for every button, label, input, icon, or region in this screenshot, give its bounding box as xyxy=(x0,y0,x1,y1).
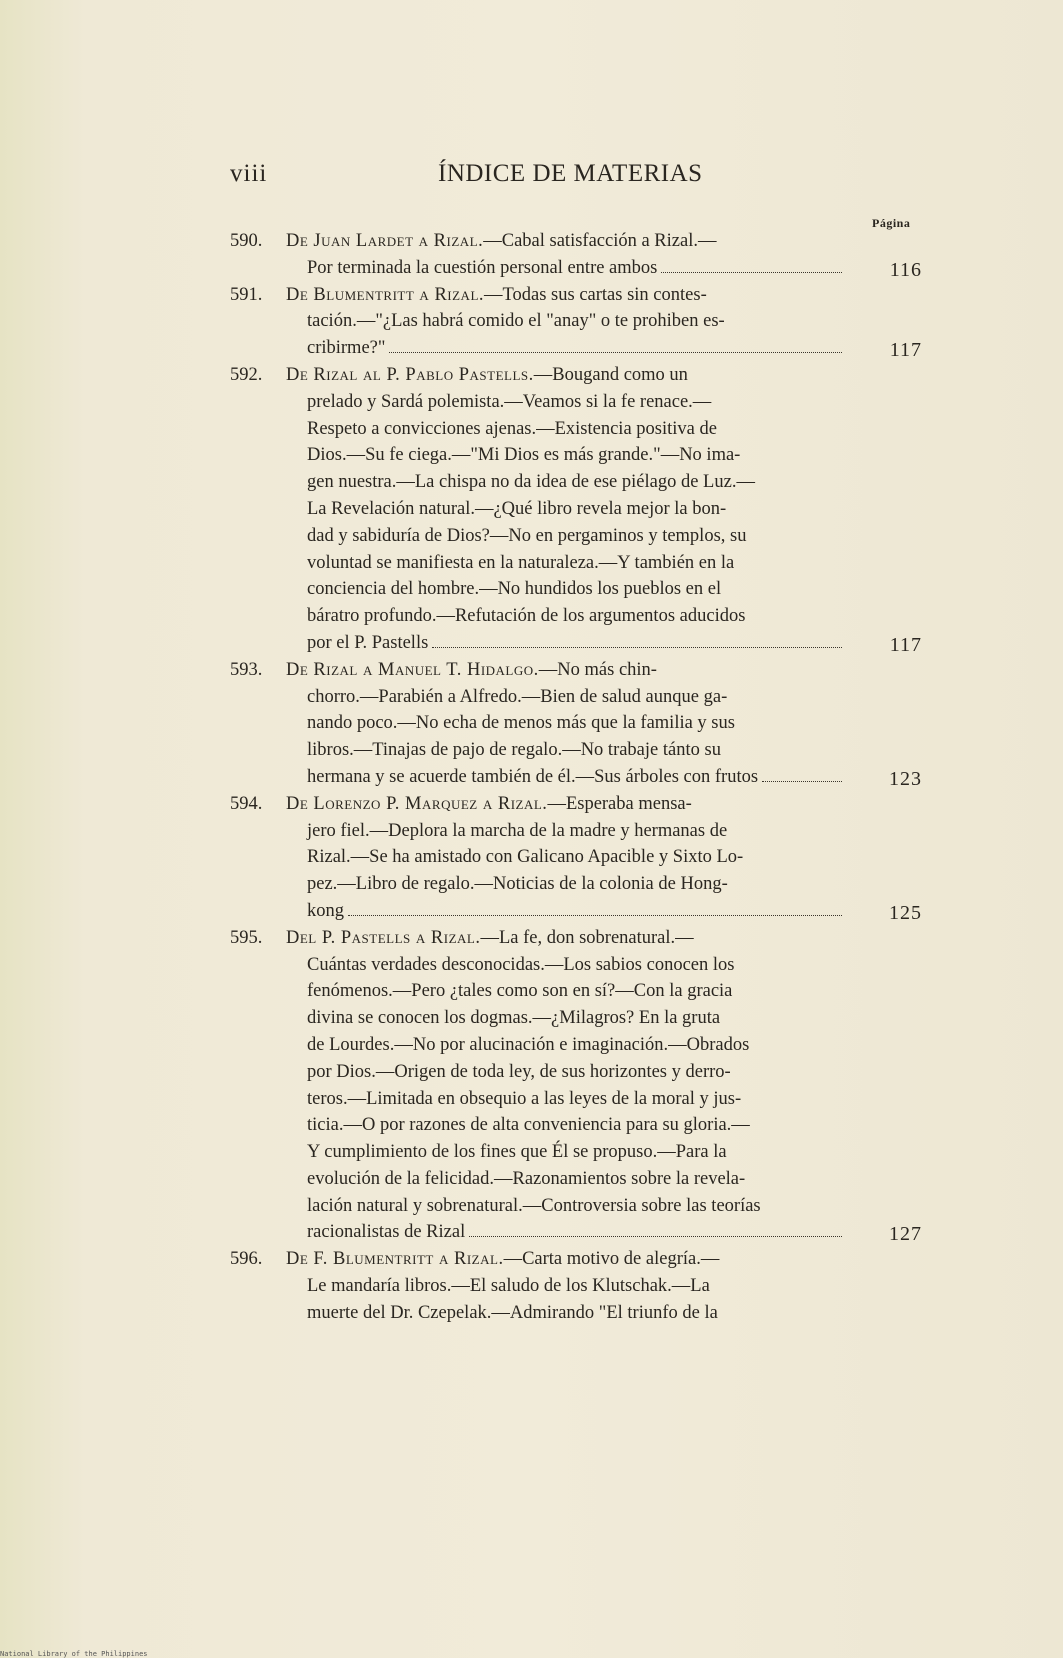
toc-entry-line xyxy=(230,282,922,309)
toc-entry xyxy=(230,282,922,362)
toc-entry-line xyxy=(230,791,922,818)
toc-entry-line xyxy=(230,335,922,362)
entry-page-number: 116 xyxy=(889,258,922,281)
toc-entry-line xyxy=(230,737,922,764)
entry-number: 591. xyxy=(230,284,263,305)
toc-entry-line xyxy=(230,416,922,443)
library-credit: National Library of the Philippines xyxy=(0,1650,148,1658)
entry-number: 590. xyxy=(230,231,263,251)
entry-text: racionalistas de Rizal xyxy=(307,1222,466,1243)
toc-entry xyxy=(230,1246,922,1326)
entry-text: Cuántas verdades desconocidas.—Los sabios conocen los xyxy=(307,954,735,975)
entry-text: Y cumplimiento de los fines que Él se propuso.—Para la xyxy=(307,1142,727,1163)
entry-text: —Esperaba mensa- xyxy=(547,793,692,814)
entry-text: teros.—Limitada en obsequio a las leyes de la moral y jus- xyxy=(307,1088,742,1109)
dot-leader xyxy=(432,643,842,648)
toc-entry-line xyxy=(230,496,922,523)
entry-text: Rizal.—Se ha amistado con Galicano Apacible y Sixto Lo- xyxy=(307,847,744,868)
toc-entry-line xyxy=(230,469,922,496)
entry-heading: De Rizal a Manuel T. Hidalgo. xyxy=(286,659,539,680)
toc-entry-line xyxy=(230,1219,922,1246)
entry-heading: Del P. Pastells a Rizal. xyxy=(286,927,481,948)
toc-entry-line xyxy=(230,1273,922,1300)
page-number: viii xyxy=(230,160,268,187)
toc-entry-line xyxy=(230,978,922,1005)
toc-entry-line xyxy=(230,952,922,979)
toc-entry-line xyxy=(230,898,922,925)
entry-number: 593. xyxy=(230,659,263,680)
entry-text: —No más chin- xyxy=(538,659,657,680)
entry-page-number: 123 xyxy=(889,767,922,790)
toc-entry xyxy=(230,362,922,657)
entry-text: muerte del Dr. Czepelak.—Admirando "El triunfo de la xyxy=(307,1302,718,1323)
entry-text: voluntad se manifiesta en la naturaleza.—Y también en la xyxy=(307,552,735,573)
toc-entry-line xyxy=(230,1193,922,1220)
toc-entry-line xyxy=(230,871,922,898)
toc-entry-line xyxy=(230,442,922,469)
entry-text: —Carta motivo de alegría.— xyxy=(503,1249,720,1270)
toc-entry-line xyxy=(230,362,922,389)
toc-entry-line xyxy=(230,818,922,845)
entry-text: cribirme?" xyxy=(307,338,386,359)
entry-text: divina se conocen los dogmas.—¿Milagros? En la gruta xyxy=(307,1008,721,1029)
toc-entry-line xyxy=(230,710,922,737)
dot-leader xyxy=(348,911,842,916)
entry-text: gen nuestra.—La chispa no da idea de ese piélago de Luz.— xyxy=(307,472,755,493)
entry-page-number: 117 xyxy=(889,633,922,656)
entry-heading: De Lorenzo P. Marquez a Rizal. xyxy=(286,793,548,814)
entry-text: por el P. Pastells xyxy=(307,632,429,653)
toc-entry-line xyxy=(230,576,922,603)
entry-text: jero fiel.—Deplora la marcha de la madre y hermanas de xyxy=(307,820,728,841)
toc-entry-line xyxy=(230,255,922,282)
entry-text: Respeto a convicciones ajenas.—Existencia positiva de xyxy=(307,418,717,439)
entry-page-number: 117 xyxy=(889,339,922,362)
toc-entry xyxy=(230,925,922,1247)
entry-page-number: 125 xyxy=(889,901,922,924)
entry-text: Le mandaría libros.—El saludo de los Klutschak.—La xyxy=(307,1276,710,1297)
toc-entry-line xyxy=(230,764,922,791)
entry-text: dad y sabiduría de Dios?—No en pergaminos y templos, su xyxy=(307,525,747,546)
entry-text: por Dios.—Origen de toda ley, de sus horizontes y derro- xyxy=(307,1061,731,1082)
toc-entry-line xyxy=(230,925,922,952)
entry-text: prelado y Sardá polemista.—Veamos si la fe renace.— xyxy=(307,391,712,412)
entry-heading: De Rizal al P. Pablo Pastells. xyxy=(286,364,534,385)
toc-entry-line xyxy=(230,1032,922,1059)
entry-text: —La fe, don sobrenatural.— xyxy=(480,927,694,948)
toc-entry-line xyxy=(230,389,922,416)
toc-entry-line xyxy=(230,1246,922,1273)
entry-text: lación natural y sobrenatural.—Controversia sobre las teorías xyxy=(307,1195,761,1216)
dot-leader xyxy=(762,777,842,782)
entry-text: —Bougand como un xyxy=(533,364,688,385)
toc-entry-line xyxy=(230,1300,922,1327)
entry-text: libros.—Tinajas de pajo de regalo.—No trabaje tánto su xyxy=(307,740,721,761)
entry-text: La Revelación natural.—¿Qué libro revela mejor la bon- xyxy=(307,498,727,519)
toc-entry-line xyxy=(230,308,922,335)
entry-text: fenómenos.—Pero ¿tales como son en sí?—Con la gracia xyxy=(307,981,733,1002)
toc-entry-line xyxy=(230,523,922,550)
toc-entry-line xyxy=(230,603,922,630)
toc-entry xyxy=(230,791,922,925)
entry-text: evolución de la felicidad.—Razonamientos sobre la revela- xyxy=(307,1168,746,1189)
entry-text: ticia.—O por razones de alta conveniencia para su gloria.— xyxy=(307,1115,750,1136)
entry-number: 592. xyxy=(230,364,263,385)
toc-entry-line xyxy=(230,1139,922,1166)
entry-text: kong xyxy=(307,900,344,921)
toc-entry xyxy=(230,228,922,282)
dot-leader xyxy=(469,1232,842,1237)
page-title: ÍNDICE DE MATERIAS xyxy=(438,160,703,187)
toc-entry-line xyxy=(230,844,922,871)
toc-entry-line xyxy=(230,1005,922,1032)
entry-text: Dios.—Su fe ciega.—"Mi Dios es más grande."—No ima- xyxy=(307,445,741,466)
toc-entry-line xyxy=(230,1112,922,1139)
dot-leader xyxy=(661,268,842,273)
entry-page-number: 127 xyxy=(889,1223,922,1246)
entry-text: báratro profundo.—Refutación de los argumentos aducidos xyxy=(307,606,746,627)
entry-heading: De Juan Lardet a Rizal. xyxy=(286,231,484,251)
toc-entry-line xyxy=(230,684,922,711)
entry-number: 595. xyxy=(230,927,263,948)
toc-entry-line xyxy=(230,550,922,577)
toc-entry-line xyxy=(230,1166,922,1193)
entry-number: 596. xyxy=(230,1249,263,1270)
entry-text: hermana y se acuerde también de él.—Sus árboles con frutos xyxy=(307,766,759,787)
entry-text: nando poco.—No echa de menos más que la familia y sus xyxy=(307,713,735,734)
entry-heading: De Blumentritt a Rizal. xyxy=(286,284,485,305)
toc-entry-line xyxy=(230,1059,922,1086)
toc-entry xyxy=(230,657,922,791)
toc-entry-line xyxy=(230,228,922,255)
entry-text: de Lourdes.—No por alucinación e imaginación.—Obrados xyxy=(307,1034,750,1055)
entry-text: conciencia del hombre.—No hundidos los pueblos en el xyxy=(307,579,722,600)
toc-entry-line xyxy=(230,630,922,657)
entry-text: —Todas sus cartas sin contes- xyxy=(484,284,707,305)
entry-text: —Cabal satisfacción a Rizal.— xyxy=(483,231,717,251)
page-column-label: Página xyxy=(872,216,911,230)
toc-entry-line xyxy=(230,657,922,684)
toc-entry-line xyxy=(230,1086,922,1113)
entry-text: chorro.—Parabién a Alfredo.—Bien de salud aunque ga- xyxy=(307,686,728,707)
entry-number: 594. xyxy=(230,793,263,814)
entry-heading: De F. Blumentritt a Rizal. xyxy=(286,1249,504,1270)
entry-text: pez.—Libro de regalo.—Noticias de la colonia de Hong- xyxy=(307,874,728,895)
entry-text: tación.—"¿Las habrá comido el "anay" o te prohiben es- xyxy=(307,311,725,332)
table-of-contents xyxy=(230,228,922,1327)
dot-leader xyxy=(389,348,842,353)
entry-text: Por terminada la cuestión personal entre ambos xyxy=(307,257,658,278)
